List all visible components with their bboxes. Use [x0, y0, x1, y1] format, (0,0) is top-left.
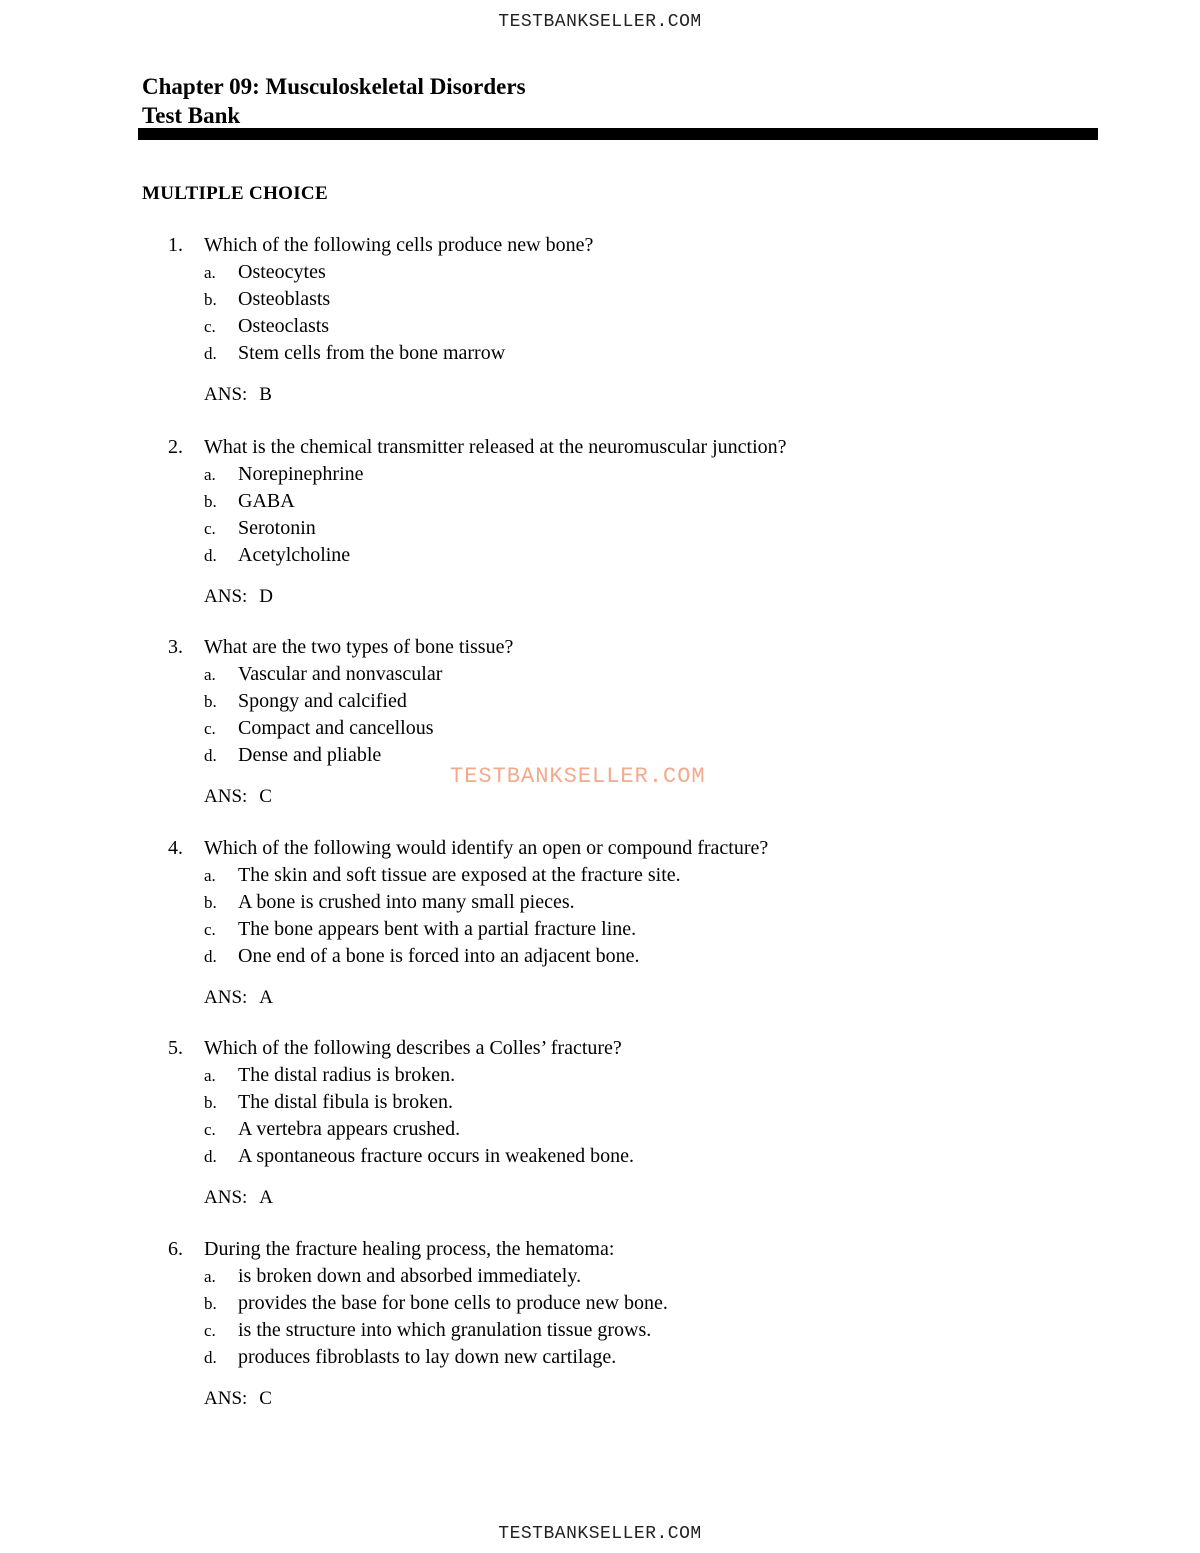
- option-d: [168, 1344, 1098, 1371]
- question-number: 4.: [168, 837, 183, 859]
- answer-line: [168, 583, 1098, 610]
- option-text: Osteoblasts: [238, 288, 331, 310]
- answer-value: D: [259, 586, 274, 607]
- answer-value: B: [259, 384, 272, 405]
- question-4: [168, 835, 1098, 1011]
- option-letter: c.: [204, 317, 216, 336]
- question-1: [168, 232, 1098, 408]
- option-b: [168, 1290, 1098, 1317]
- option-a: [168, 661, 1098, 688]
- question-number: 5.: [168, 1037, 183, 1059]
- option-b: [168, 688, 1098, 715]
- option-letter: d.: [204, 546, 217, 565]
- title-divider: [138, 128, 1098, 140]
- option-text: A vertebra appears crushed.: [238, 1118, 461, 1140]
- question-number: 6.: [168, 1238, 183, 1260]
- option-letter: d.: [204, 746, 217, 765]
- option-text: GABA: [238, 490, 295, 512]
- option-letter: a.: [204, 866, 216, 885]
- option-letter: b.: [204, 290, 217, 309]
- option-text: Norepinephrine: [238, 463, 364, 485]
- option-text: produces fibroblasts to lay down new cartilage.: [238, 1346, 617, 1368]
- option-text: The distal fibula is broken.: [238, 1091, 453, 1113]
- answer-label: ANS:: [204, 786, 248, 807]
- option-text: Vascular and nonvascular: [238, 663, 443, 685]
- question-6: [168, 1236, 1098, 1412]
- option-text: Serotonin: [238, 517, 316, 539]
- option-letter: a.: [204, 1267, 216, 1286]
- option-letter: c.: [204, 719, 216, 738]
- question-number: 2.: [168, 436, 183, 458]
- option-letter: a.: [204, 665, 216, 684]
- question-5: [168, 1035, 1098, 1211]
- option-text: is broken down and absorbed immediately.: [238, 1265, 582, 1287]
- answer-line: [168, 1184, 1098, 1211]
- option-c: [168, 1317, 1098, 1344]
- option-b: [168, 889, 1098, 916]
- option-text: Dense and pliable: [238, 744, 382, 766]
- answer-value: C: [259, 786, 272, 807]
- question-stem: [168, 1035, 1098, 1062]
- option-text: A bone is crushed into many small pieces.: [238, 891, 575, 913]
- option-a: [168, 259, 1098, 286]
- option-letter: c.: [204, 1321, 216, 1340]
- option-letter: b.: [204, 1093, 217, 1112]
- option-b: [168, 1089, 1098, 1116]
- answer-value: C: [259, 1388, 272, 1409]
- option-d: [168, 943, 1098, 970]
- question-number: 3.: [168, 636, 183, 658]
- option-letter: c.: [204, 920, 216, 939]
- option-letter: a.: [204, 263, 216, 282]
- answer-value: A: [259, 1187, 274, 1208]
- watermark: TESTBANKSELLER.COM: [450, 764, 706, 789]
- question-text: During the fracture healing process, the hematoma:: [204, 1238, 615, 1260]
- option-text: Spongy and calcified: [238, 690, 407, 712]
- answer-value: A: [259, 987, 274, 1008]
- question-text: Which of the following describes a Colles’ fracture?: [204, 1037, 622, 1059]
- option-text: One end of a bone is forced into an adjacent bone.: [238, 945, 640, 967]
- chapter-title-block: [142, 72, 526, 130]
- question-stem: [168, 835, 1098, 862]
- option-letter: d.: [204, 1348, 217, 1367]
- option-c: [168, 916, 1098, 943]
- option-letter: d.: [204, 947, 217, 966]
- option-text: A spontaneous fracture occurs in weakened bone.: [238, 1145, 634, 1167]
- option-text: The distal radius is broken.: [238, 1064, 456, 1086]
- question-stem: [168, 434, 1098, 461]
- option-text: Acetylcholine: [238, 544, 351, 566]
- answer-line: [168, 381, 1098, 408]
- option-letter: b.: [204, 692, 217, 711]
- option-a: [168, 461, 1098, 488]
- chapter-title: Chapter 09: Musculoskeletal Disorders: [142, 74, 526, 99]
- option-c: [168, 1116, 1098, 1143]
- question-stem: [168, 634, 1098, 661]
- answer-label: ANS:: [204, 1388, 248, 1409]
- option-text: The skin and soft tissue are exposed at the fracture site.: [238, 864, 681, 886]
- option-letter: d.: [204, 1147, 217, 1166]
- option-a: [168, 862, 1098, 889]
- answer-label: ANS:: [204, 586, 248, 607]
- option-letter: a.: [204, 465, 216, 484]
- chapter-subtitle: Test Bank: [142, 103, 241, 128]
- option-b: [168, 488, 1098, 515]
- option-c: [168, 715, 1098, 742]
- answer-line: [168, 984, 1098, 1011]
- option-d: [168, 340, 1098, 367]
- question-text: Which of the following cells produce new bone?: [204, 234, 594, 256]
- option-letter: c.: [204, 519, 216, 538]
- section-heading: MULTIPLE CHOICE: [142, 183, 328, 204]
- option-text: provides the base for bone cells to produce new bone.: [238, 1292, 668, 1314]
- option-letter: b.: [204, 492, 217, 511]
- question-text: What is the chemical transmitter released at the neuromuscular junction?: [204, 436, 787, 458]
- footer-site-mark: TESTBANKSELLER.COM: [498, 1524, 702, 1544]
- option-text: Stem cells from the bone marrow: [238, 342, 506, 364]
- option-b: [168, 286, 1098, 313]
- option-c: [168, 313, 1098, 340]
- question-stem: [168, 1236, 1098, 1263]
- option-letter: c.: [204, 1120, 216, 1139]
- option-text: Compact and cancellous: [238, 717, 434, 739]
- option-text: The bone appears bent with a partial fracture line.: [238, 918, 637, 940]
- option-a: [168, 1062, 1098, 1089]
- option-text: Osteoclasts: [238, 315, 330, 337]
- option-d: [168, 1143, 1098, 1170]
- question-stem: [168, 232, 1098, 259]
- option-letter: d.: [204, 344, 217, 363]
- option-d: [168, 542, 1098, 569]
- option-letter: b.: [204, 1294, 217, 1313]
- answer-label: ANS:: [204, 1187, 248, 1208]
- answer-label: ANS:: [204, 384, 248, 405]
- question-text: What are the two types of bone tissue?: [204, 636, 514, 658]
- answer-label: ANS:: [204, 987, 248, 1008]
- option-text: is the structure into which granulation tissue grows.: [238, 1319, 652, 1341]
- answer-line: [168, 1385, 1098, 1412]
- option-c: [168, 515, 1098, 542]
- question-2: [168, 434, 1098, 610]
- question-text: Which of the following would identify an open or compound fracture?: [204, 837, 769, 859]
- option-text: Osteocytes: [238, 261, 326, 283]
- option-a: [168, 1263, 1098, 1290]
- header-site-mark: TESTBANKSELLER.COM: [498, 12, 702, 32]
- question-number: 1.: [168, 234, 183, 256]
- option-letter: a.: [204, 1066, 216, 1085]
- option-letter: b.: [204, 893, 217, 912]
